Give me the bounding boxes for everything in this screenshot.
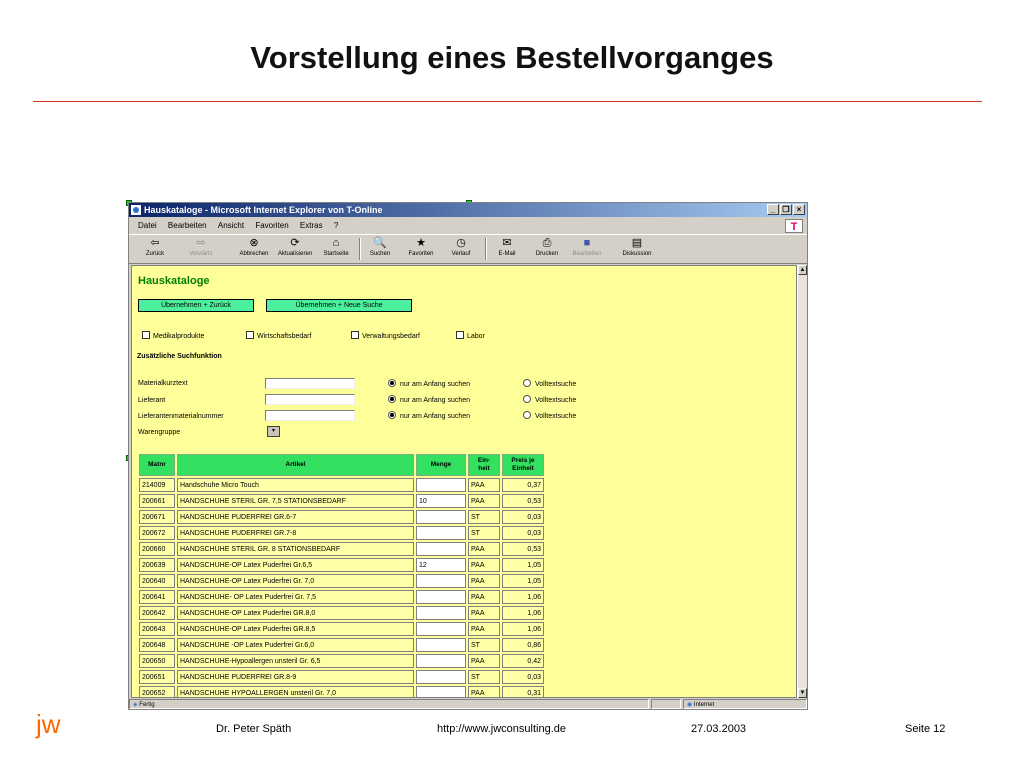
preis-cell: 0,42 xyxy=(502,654,544,668)
table-row xyxy=(139,574,544,588)
chevron-down-icon: ▾ xyxy=(271,428,275,434)
menge-value: 12 xyxy=(419,561,427,569)
artikel-cell: HANDSCHUHE-OP Latex Puderfrei Gr. 7,0 xyxy=(177,574,414,588)
preis-cell: 0,86 xyxy=(502,638,544,652)
einheit-cell: PAA xyxy=(468,478,500,492)
warengruppe-label: Warengruppe xyxy=(138,429,181,436)
footer-date: 27.03.2003 xyxy=(691,723,747,735)
matnr-cell: 200648 xyxy=(139,638,175,652)
radio-button[interactable] xyxy=(523,411,531,419)
menge-input[interactable] xyxy=(416,542,466,556)
warengruppe-dropdown[interactable] xyxy=(267,426,280,437)
preis-cell: 1,06 xyxy=(502,622,544,636)
column-header-artikel: Artikel xyxy=(177,454,414,476)
table-row xyxy=(139,622,544,636)
menge-value xyxy=(417,530,465,537)
preis-cell: 1,05 xyxy=(502,558,544,572)
menu-extras[interactable]: Extras xyxy=(299,221,323,230)
table-row xyxy=(139,686,544,698)
jw-logo: jw xyxy=(36,709,61,739)
menge-input[interactable] xyxy=(416,526,466,540)
preis-cell: 1,06 xyxy=(502,590,544,604)
einheit-cell: PAA xyxy=(468,494,500,508)
stop-icon: ⊗ xyxy=(249,237,259,249)
menu-bearbeiten[interactable]: Bearbeiten xyxy=(167,221,207,230)
menge-value xyxy=(417,626,465,633)
artikel-cell: HANDSCHUHE STERIL GR. 8 STATIONSBEDARF xyxy=(177,542,414,556)
column-header-matnr: Matnr xyxy=(139,454,175,476)
table-row xyxy=(139,606,544,620)
einheit-cell: PAA xyxy=(468,686,500,698)
toolbar-separator xyxy=(485,238,487,260)
preis-cell: 0,31 xyxy=(502,686,544,698)
column-header-menge: Menge xyxy=(416,454,466,476)
radio-volltext-materialkurztext[interactable]: Volltextsuche xyxy=(523,379,576,389)
lieferant-input[interactable] xyxy=(265,394,355,405)
article-table xyxy=(137,452,546,698)
menge-input[interactable] xyxy=(416,686,466,698)
menge-value xyxy=(417,610,465,617)
preis-cell: 0,03 xyxy=(502,510,544,524)
radio-anfang-lieferantenmaterialnummer[interactable]: nur am Anfang suchen xyxy=(388,411,470,421)
matnr-cell: 200642 xyxy=(139,606,175,620)
matnr-cell: 214009 xyxy=(139,478,175,492)
artikel-cell: Handschuhe Micro Touch xyxy=(177,478,414,492)
radio-volltext-lieferant[interactable]: Volltextsuche xyxy=(523,395,576,405)
status-text-segment xyxy=(129,699,649,709)
page-icon: ◈ xyxy=(133,702,138,708)
materialkurztext-input[interactable] xyxy=(265,378,355,389)
stop-button[interactable]: ⊗ Abbrechen xyxy=(235,236,273,262)
matnr-cell: 200651 xyxy=(139,670,175,684)
table-row xyxy=(139,670,544,684)
artikel-cell: HANDSCHUHE-OP Latex Puderfrei GR.8,5 xyxy=(177,622,414,636)
menge-value xyxy=(417,674,465,681)
artikel-cell: HANDSCHUHE PUDERFREI GR.8-9 xyxy=(177,670,414,684)
search-icon: 🔍 xyxy=(373,237,387,249)
menge-input[interactable] xyxy=(416,638,466,652)
category-medikalprodukte[interactable]: Medikalprodukte xyxy=(142,331,204,341)
menge-value: 10 xyxy=(419,497,427,505)
minimize-button[interactable]: _ xyxy=(767,204,779,215)
search-section-heading: Zusätzliche Suchfunktion xyxy=(137,353,222,360)
einheit-cell: PAA xyxy=(468,590,500,604)
materialkurztext-label: Materialkurztext xyxy=(138,380,188,387)
lieferantenmaterialnummer-input[interactable] xyxy=(265,410,355,421)
page-content xyxy=(131,265,797,698)
mail-button[interactable]: ✉ E-Mail xyxy=(491,236,523,262)
einheit-cell: PAA xyxy=(468,574,500,588)
menu-datei[interactable]: Datei xyxy=(138,221,157,230)
footer-page-number: Seite 12 xyxy=(905,723,946,735)
einheit-cell: PAA xyxy=(468,558,500,572)
menge-value xyxy=(417,658,465,665)
menu-ansicht[interactable]: Ansicht xyxy=(217,221,245,230)
checkbox[interactable] xyxy=(246,331,254,339)
browser-toolbar xyxy=(129,235,807,264)
table-row xyxy=(139,590,544,604)
preis-cell: 0,37 xyxy=(502,478,544,492)
menge-input[interactable] xyxy=(416,654,466,668)
table-row xyxy=(139,638,544,652)
menge-input[interactable] xyxy=(416,510,466,524)
page-heading: Hauskataloge xyxy=(138,275,210,287)
category-labor[interactable]: Labor xyxy=(456,331,485,341)
forward-button[interactable]: ⇨ Vorwärts xyxy=(181,236,221,262)
menge-value xyxy=(417,690,465,697)
checkbox[interactable] xyxy=(142,331,150,339)
column-header-einheit: Ein- heit xyxy=(468,454,500,476)
title-divider xyxy=(33,101,982,102)
menge-value xyxy=(417,594,465,601)
artikel-cell: HANDSCHUHE-OP Latex Puderfrei GR.8,0 xyxy=(177,606,414,620)
status-segment xyxy=(651,699,681,709)
checkbox[interactable] xyxy=(351,331,359,339)
matnr-cell: 200672 xyxy=(139,526,175,540)
table-row xyxy=(139,542,544,556)
checkbox[interactable] xyxy=(456,331,464,339)
preis-cell: 1,06 xyxy=(502,606,544,620)
footer-author: Dr. Peter Späth xyxy=(216,723,292,735)
table-row xyxy=(139,510,544,524)
artikel-cell: HANDSCHUHE -OP Latex Puderfrei Gr.6,0 xyxy=(177,638,414,652)
restore-button[interactable]: ❐ xyxy=(780,204,792,215)
status-text: Fertig xyxy=(139,702,155,708)
close-button[interactable]: × xyxy=(793,204,805,215)
menge-input[interactable] xyxy=(416,574,466,588)
einheit-cell: PAA xyxy=(468,542,500,556)
matnr-cell: 200660 xyxy=(139,542,175,556)
toolbar-separator xyxy=(359,238,361,260)
scroll-up-arrow-icon[interactable]: ▲ xyxy=(799,267,806,273)
window-titlebar xyxy=(129,203,807,217)
category-verwaltungsbedarf[interactable]: Verwaltungsbedarf xyxy=(351,331,420,341)
artikel-cell: HANDSCHUHE-OP Latex Puderfrei Gr.6,5 xyxy=(177,558,414,572)
vertical-scrollbar[interactable] xyxy=(797,265,807,698)
menge-input[interactable] xyxy=(416,590,466,604)
browser-window xyxy=(128,202,808,710)
discussion-button[interactable]: ▤ Diskussion xyxy=(617,236,657,262)
radio-anfang-lieferant[interactable]: nur am Anfang suchen xyxy=(388,395,470,405)
preis-cell: 0,53 xyxy=(502,494,544,508)
menu-bar xyxy=(129,218,807,235)
radio-button-selected[interactable] xyxy=(388,395,396,403)
artikel-cell: HANDSCHUHE STERIL GR. 7,5 STATIONSBEDARF xyxy=(177,494,414,508)
print-button[interactable]: ⎙ Drucken xyxy=(531,236,563,262)
refresh-icon: ⟳ xyxy=(290,237,300,249)
refresh-button[interactable]: ⟳ Aktualisieren xyxy=(275,236,315,262)
matnr-cell: 200641 xyxy=(139,590,175,604)
table-row xyxy=(139,494,544,508)
t-online-logo-icon: T xyxy=(785,219,803,233)
einheit-cell: ST xyxy=(468,510,500,524)
table-row xyxy=(139,478,544,492)
menu-favoriten[interactable]: Favoriten xyxy=(255,221,289,230)
menge-value xyxy=(417,482,465,489)
forward-arrow-icon: ⇨ xyxy=(196,237,206,249)
preis-cell: 0,53 xyxy=(502,542,544,556)
history-button[interactable]: ◷ Verlauf xyxy=(445,236,477,262)
einheit-cell: PAA xyxy=(468,606,500,620)
lieferantenmaterialnummer-label: Lieferantenmaterialnummer xyxy=(138,413,224,420)
discussion-icon: ▤ xyxy=(631,237,643,249)
einheit-cell: ST xyxy=(468,638,500,652)
history-icon: ◷ xyxy=(456,237,466,249)
artikel-cell: HANDSCHUHE HYPOALLERGEN unsteril Gr. 7,0 xyxy=(177,686,414,698)
menge-value xyxy=(417,546,465,553)
edit-button[interactable]: ■ Bearbeiten xyxy=(569,236,605,262)
artikel-cell: HANDSCHUHE PUDERFREI GR.7-8 xyxy=(177,526,414,540)
print-icon: ⎙ xyxy=(542,237,552,249)
favorites-icon: ★ xyxy=(416,237,426,249)
radio-button-selected[interactable] xyxy=(388,379,396,387)
radio-volltext-lieferantenmaterialnummer[interactable]: Volltextsuche xyxy=(523,411,576,421)
menge-input[interactable] xyxy=(416,478,466,492)
table-row xyxy=(139,558,544,572)
radio-anfang-materialkurztext[interactable]: nur am Anfang suchen xyxy=(388,379,470,389)
menge-value xyxy=(417,642,465,649)
artikel-cell: HANDSCHUHE PUDERFREI GR.6-7 xyxy=(177,510,414,524)
artikel-cell: HANDSCHUHE- OP Latex Puderfrei Gr. 7,5 xyxy=(177,590,414,604)
ie-icon xyxy=(131,205,141,215)
radio-button[interactable] xyxy=(523,395,531,403)
einheit-cell: ST xyxy=(468,526,500,540)
zone-segment xyxy=(683,699,807,709)
matnr-cell: 200652 xyxy=(139,686,175,698)
einheit-cell: PAA xyxy=(468,654,500,668)
matnr-cell: 200639 xyxy=(139,558,175,572)
einheit-cell: ST xyxy=(468,670,500,684)
home-icon: ⌂ xyxy=(332,237,340,249)
einheit-cell: PAA xyxy=(468,622,500,636)
category-wirtschaftsbedarf[interactable]: Wirtschaftsbedarf xyxy=(246,331,311,341)
mail-icon: ✉ xyxy=(502,237,512,249)
zone-text: Internet xyxy=(693,702,715,708)
back-arrow-icon: ⇦ xyxy=(150,237,160,249)
menge-input[interactable] xyxy=(416,494,466,508)
scroll-down-arrow-icon[interactable]: ▼ xyxy=(799,690,806,696)
favorites-button[interactable]: ★ Favoriten xyxy=(403,236,439,262)
artikel-cell: HANDSCHUHE-Hypoallergen unsteril Gr. 6,5 xyxy=(177,654,414,668)
column-header-preis: Preis je Einheit xyxy=(502,454,544,476)
accept-back-button[interactable]: Übernehmen + Zurück xyxy=(138,299,254,312)
window-title: Hauskataloge - Microsoft Internet Explorer von T-Online xyxy=(144,205,383,215)
status-bar xyxy=(129,699,807,709)
radio-button[interactable] xyxy=(523,379,531,387)
globe-icon: ◉ xyxy=(687,702,693,708)
menge-input[interactable] xyxy=(416,622,466,636)
menge-input[interactable] xyxy=(416,558,466,572)
search-button[interactable]: 🔍 Suchen xyxy=(364,236,396,262)
slide-title: Vorstellung eines Bestellvorganges xyxy=(250,40,774,75)
menge-input[interactable] xyxy=(416,670,466,684)
matnr-cell: 200650 xyxy=(139,654,175,668)
footer-url[interactable]: http://www.jwconsulting.de xyxy=(437,723,567,735)
menu-help[interactable]: ? xyxy=(333,221,339,230)
matnr-cell: 200661 xyxy=(139,494,175,508)
table-row xyxy=(139,654,544,668)
menge-value xyxy=(417,578,465,585)
matnr-cell: 200671 xyxy=(139,510,175,524)
back-button[interactable]: ⇦ Zurück xyxy=(135,236,175,262)
menge-input[interactable] xyxy=(416,606,466,620)
preis-cell: 0,03 xyxy=(502,526,544,540)
lieferant-label: Lieferant xyxy=(138,397,166,404)
home-button[interactable]: ⌂ Startseite xyxy=(318,236,354,262)
matnr-cell: 200640 xyxy=(139,574,175,588)
table-row xyxy=(139,526,544,540)
matnr-cell: 200643 xyxy=(139,622,175,636)
accept-new-search-button[interactable]: Übernehmen + Neue Suche xyxy=(266,299,412,312)
edit-icon: ■ xyxy=(583,237,591,249)
preis-cell: 0,03 xyxy=(502,670,544,684)
preis-cell: 1,05 xyxy=(502,574,544,588)
menge-value xyxy=(417,514,465,521)
radio-button-selected[interactable] xyxy=(388,411,396,419)
